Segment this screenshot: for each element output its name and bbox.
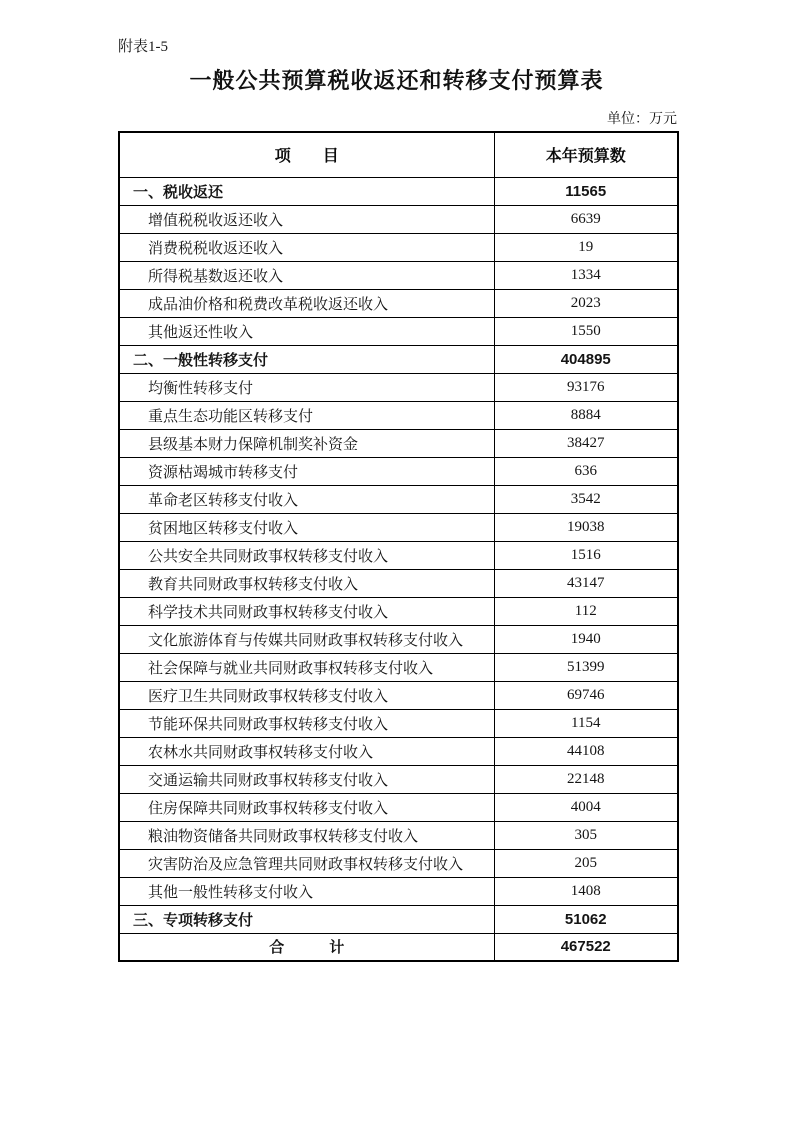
row-label-cell: 交通运输共同财政事权转移支付收入 (119, 765, 494, 793)
table-row (119, 205, 678, 233)
row-value-cell: 2023 (494, 289, 678, 317)
table-header-row (119, 132, 678, 177)
table-row (119, 933, 678, 961)
row-value-cell: 404895 (494, 345, 678, 373)
table-row (119, 485, 678, 513)
budget-table (118, 131, 679, 962)
table-header (119, 132, 678, 177)
row-value-cell: 112 (494, 597, 678, 625)
row-value-cell: 1408 (494, 877, 678, 905)
table-row (119, 905, 678, 933)
row-label-cell: 科学技术共同财政事权转移支付收入 (119, 597, 494, 625)
table-row (119, 709, 678, 737)
row-label-cell: 文化旅游体育与传媒共同财政事权转移支付收入 (119, 625, 494, 653)
row-label-cell: 一、税收返还 (119, 177, 494, 205)
table-row (119, 849, 678, 877)
table-header-amount-column: 本年预算数 (494, 132, 678, 177)
row-label-cell: 社会保障与就业共同财政事权转移支付收入 (119, 653, 494, 681)
row-label-cell: 公共安全共同财政事权转移支付收入 (119, 541, 494, 569)
row-label-cell: 增值税税收返还收入 (119, 205, 494, 233)
row-label-cell: 教育共同财政事权转移支付收入 (119, 569, 494, 597)
table-row (119, 653, 678, 681)
unit-label: 单位：万元 (607, 112, 677, 127)
row-value-cell: 8884 (494, 401, 678, 429)
row-value-cell: 22148 (494, 765, 678, 793)
table-row (119, 597, 678, 625)
row-label-cell: 消费税税收返还收入 (119, 233, 494, 261)
row-label-cell: 均衡性转移支付 (119, 373, 494, 401)
row-label-cell: 重点生态功能区转移支付 (119, 401, 494, 429)
table-row (119, 877, 678, 905)
row-value-cell: 467522 (494, 933, 678, 961)
page-title: 一般公共预算税收返还和转移支付预算表 (189, 68, 604, 93)
row-label-cell: 粮油物资储备共同财政事权转移支付收入 (119, 821, 494, 849)
row-label-cell: 灾害防治及应急管理共同财政事权转移支付收入 (119, 849, 494, 877)
row-value-cell: 6639 (494, 205, 678, 233)
table-row (119, 569, 678, 597)
row-value-cell: 1940 (494, 625, 678, 653)
row-value-cell: 43147 (494, 569, 678, 597)
row-label-cell: 革命老区转移支付收入 (119, 485, 494, 513)
row-label-cell: 节能环保共同财政事权转移支付收入 (119, 709, 494, 737)
table-row (119, 793, 678, 821)
row-value-cell: 11565 (494, 177, 678, 205)
row-value-cell: 3542 (494, 485, 678, 513)
table-row (119, 289, 678, 317)
row-value-cell: 1516 (494, 541, 678, 569)
row-label-cell: 贫困地区转移支付收入 (119, 513, 494, 541)
table-row (119, 541, 678, 569)
table-row (119, 317, 678, 345)
row-value-cell: 1550 (494, 317, 678, 345)
table-row (119, 681, 678, 709)
row-label-cell: 医疗卫生共同财政事权转移支付收入 (119, 681, 494, 709)
table-row (119, 737, 678, 765)
table-row (119, 233, 678, 261)
table-row (119, 457, 678, 485)
row-label-cell: 住房保障共同财政事权转移支付收入 (119, 793, 494, 821)
row-value-cell: 19 (494, 233, 678, 261)
row-value-cell: 205 (494, 849, 678, 877)
row-value-cell: 19038 (494, 513, 678, 541)
row-value-cell: 636 (494, 457, 678, 485)
row-label-cell: 三、专项转移支付 (119, 905, 494, 933)
row-label-cell: 二、一般性转移支付 (119, 345, 494, 373)
table-row (119, 765, 678, 793)
row-label-cell: 成品油价格和税费改革税收返还收入 (119, 289, 494, 317)
table-row (119, 625, 678, 653)
table-header-item-column: 项 目 (119, 132, 494, 177)
row-label-cell: 合 计 (119, 933, 494, 961)
table-row (119, 373, 678, 401)
row-value-cell: 51399 (494, 653, 678, 681)
table-row (119, 345, 678, 373)
table-row (119, 177, 678, 205)
row-label-cell: 县级基本财力保障机制奖补资金 (119, 429, 494, 457)
row-value-cell: 51062 (494, 905, 678, 933)
row-value-cell: 69746 (494, 681, 678, 709)
table-row (119, 261, 678, 289)
table-row (119, 429, 678, 457)
row-label-cell: 资源枯竭城市转移支付 (119, 457, 494, 485)
row-value-cell: 93176 (494, 373, 678, 401)
row-value-cell: 38427 (494, 429, 678, 457)
table-body (119, 177, 678, 961)
row-label-cell: 其他返还性收入 (119, 317, 494, 345)
row-value-cell: 1334 (494, 261, 678, 289)
row-label-cell: 所得税基数返还收入 (119, 261, 494, 289)
table-row (119, 513, 678, 541)
row-label-cell: 农林水共同财政事权转移支付收入 (119, 737, 494, 765)
attachment-label: 附表1-5 (118, 39, 168, 55)
table-row (119, 821, 678, 849)
row-value-cell: 1154 (494, 709, 678, 737)
row-value-cell: 305 (494, 821, 678, 849)
row-value-cell: 4004 (494, 793, 678, 821)
row-label-cell: 其他一般性转移支付收入 (119, 877, 494, 905)
table-row (119, 401, 678, 429)
row-value-cell: 44108 (494, 737, 678, 765)
